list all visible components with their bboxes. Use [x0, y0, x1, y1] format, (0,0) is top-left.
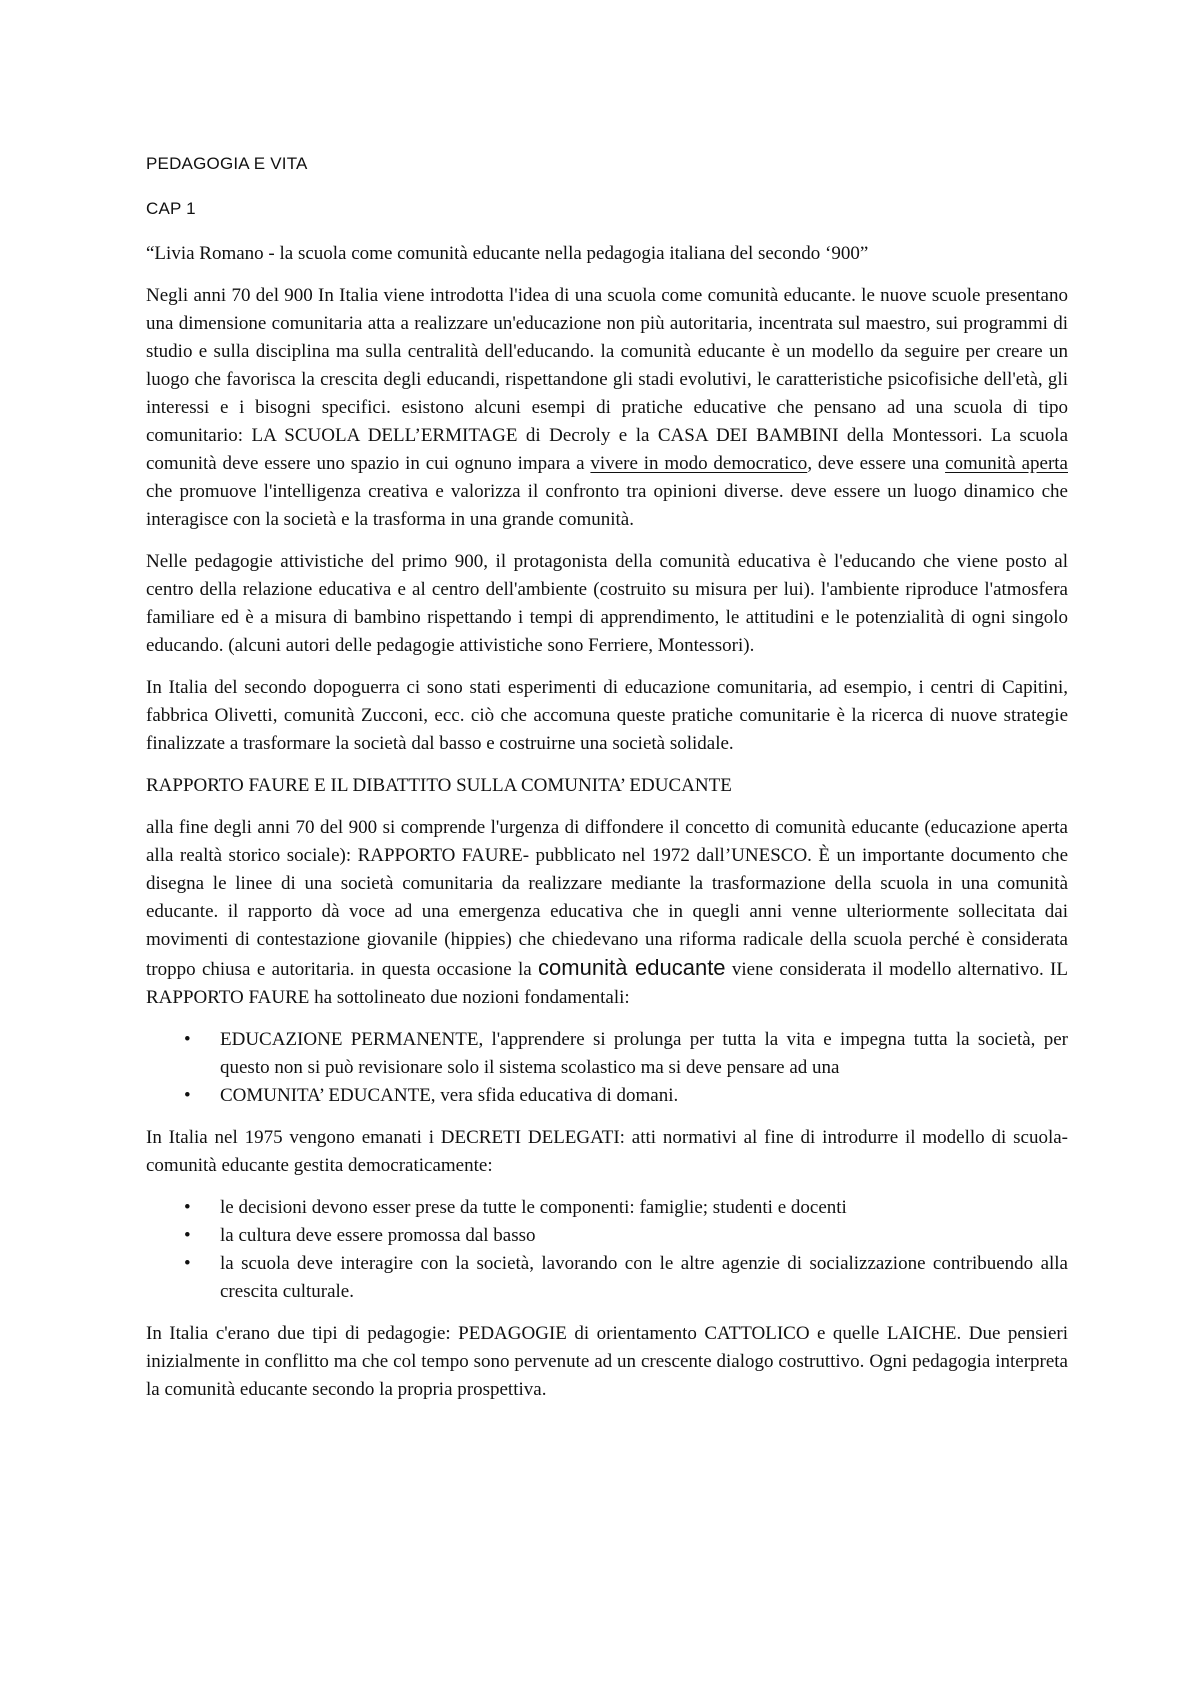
bullet-list-decreti: [146, 1194, 1068, 1306]
underlined-comunita-aperta: comunità aperta: [945, 453, 1068, 474]
chapter-label: CAP 1: [146, 199, 196, 218]
paragraph-4: [146, 814, 1068, 1012]
list-item: • la cultura deve essere promossa dal basso: [220, 1222, 1068, 1250]
paragraph-4-text-b: viene considerata il modello alternativo. IL RAPPORTO FAURE ha sottolineato due nozioni fondamentali:: [146, 959, 1068, 1008]
paragraph-1-text-b: , deve essere una: [807, 453, 946, 474]
document-page: [146, 138, 1068, 1404]
bullet-list-faure: [146, 1026, 1068, 1110]
paragraph-6: In Italia c'erano due tipi di pedagogie: PEDAGOGIE di orientamento CATTOLICO e quelle LAICHE. Due pensieri inizialmente in conflitto ma che col tempo sono pervenute ad un crescente dialogo costruttivo. Ogni pedagogia interpreta la comunità educante secondo la propria prospettiva.: [146, 1323, 1068, 1400]
paragraph-1-text-a: Negli anni 70 del 900 In Italia viene introdotta l'idea di una scuola come comunità educante. le nuove scuole presentano una dimensione comunitaria atta a realizzare un'educazione non più autoritaria, incentrata sul maestro, sui programmi di studio e sulla disciplina ma sulla centralità dell'educando. la comunità educante è un modello da seguire per creare un luogo che favorisca la crescita degli educandi, rispettandone gli stadi evolutivi, le caratteristiche psicofisiche dell'età, gli interessi e i bisogni specifici. esistono alcuni esempi di pratiche educative che pensano ad una scuola di tipo comunitario: LA SCUOLA DELL’ERMITAGE di Decroly e la CASA DEI BAMBINI della Montessori. La scuola comunità deve essere uno spazio in cui ognuno impara a: [146, 285, 1068, 474]
paragraph-2: Nelle pedagogie attivistiche del primo 900, il protagonista della comunità educativa è l'educando che viene posto al centro della relazione educativa e al centro dell'ambiente (costruito su misura per lui). l'ambiente riproduce l'atmosfera familiare ed è a misura di bambino rispettando i tempi di apprendimento, le attitudini e le potenzialità di ogni singolo educando. (alcuni autori delle pedagogie attivistiche sono Ferriere, Montessori).: [146, 551, 1068, 656]
document-title: PEDAGOGIA E VITA: [146, 154, 308, 173]
list-item: • EDUCAZIONE PERMANENTE, l'apprendere si prolunga per tutta la vita e impegna tutta la società, per questo non si può revisionare solo il sistema scolastico ma si deve pensare ad una: [220, 1026, 1068, 1082]
list-item: • le decisioni devono esser prese da tutte le componenti: famiglie; studenti e docenti: [220, 1194, 1068, 1222]
quote-title: “Livia Romano - la scuola come comunità educante nella pedagogia italiana del secondo ‘900”: [146, 243, 869, 264]
paragraph-4-text-a: alla fine degli anni 70 del 900 si comprende l'urgenza di diffondere il concetto di comunità educante (educazione aperta alla realtà storico sociale): RAPPORTO FAURE- pubblicato nel 1972 dall’UNESCO. È un importante documento che disegna le linee di una società comunitaria da realizzare mediante la trasformazione della scuola in una comunità educante. il rapporto dà voce ad una emergenza educativa che in quegli anni venne ulteriormente sollecitata dai movimenti di contestazione giovanile (hippies) che chiedevano una riforma radicale della scuola perché è considerata troppo chiusa e autoritaria. in questa occasione la: [146, 817, 1068, 980]
paragraph-5: In Italia nel 1975 vengono emanati i DECRETI DELEGATI: atti normativi al fine di introdurre il modello di scuola-comunità educante gestita democraticamente:: [146, 1127, 1068, 1176]
underlined-vivere-democratico: vivere in modo democratico: [590, 453, 808, 474]
paragraph-1: [146, 282, 1068, 534]
list-item: • la scuola deve interagire con la società, lavorando con le altre agenzie di socializzazione contribuendo alla crescita culturale.: [220, 1250, 1068, 1306]
paragraph-3: In Italia del secondo dopoguerra ci sono stati esperimenti di educazione comunitaria, ad esempio, i centri di Capitini, fabbrica Olivetti, comunità Zucconi, ecc. ciò che accomuna queste pratiche comunitarie è la ricerca di nuove strategie finalizzate a trasformare la società dal basso e costruirne una società solidale.: [146, 677, 1068, 754]
paragraph-1-text-c: che promuove l'intelligenza creativa e valorizza il confronto tra opinioni diverse. deve essere un luogo dinamico che interagisce con la società e la trasforma in una grande comunità.: [146, 481, 1068, 530]
list-item: • COMUNITA’ EDUCANTE, vera sfida educativa di domani.: [220, 1082, 1068, 1110]
section-heading: RAPPORTO FAURE E IL DIBATTITO SULLA COMUNITA’ EDUCANTE: [146, 775, 732, 796]
emphasized-comunita-educante: comunità educante: [538, 955, 726, 980]
